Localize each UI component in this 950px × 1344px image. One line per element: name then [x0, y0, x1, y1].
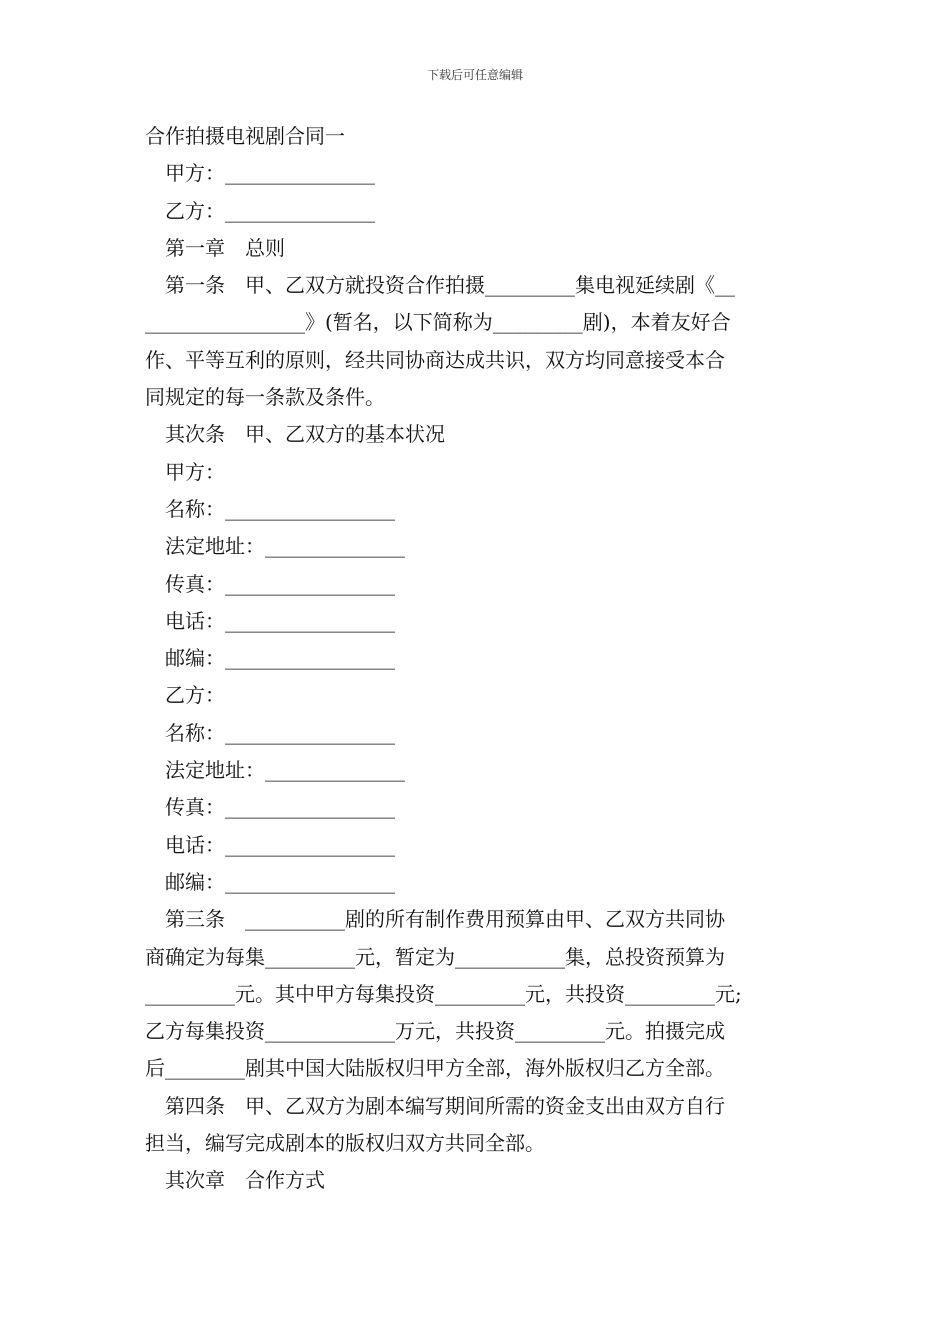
party-a-address-field: 法定地址：______________ [165, 534, 405, 559]
party-b-phone-field: 电话：_________________ [165, 832, 395, 857]
article-1-line: 第一条 甲、乙双方就投资合作拍摄_________集电视延续剧《__ [165, 273, 735, 298]
article-3-line: 乙方每集投资_____________万元，共投资_________元。拍摄完成 [145, 1019, 725, 1044]
article-1-line: ________________》(暂名，以下简称为_________剧)，本着友好合 [145, 310, 731, 335]
article-4-line: 担当，编写完成剧本的版权归双方共同全部。 [145, 1131, 545, 1156]
document-body [145, 118, 810, 1200]
chapter-2-heading: 其次章 合作方式 [165, 1168, 325, 1193]
party-b-postcode-field: 邮编：_________________ [165, 869, 395, 894]
party-b-line: 乙方：_______________ [165, 198, 375, 223]
article-2-heading: 其次条 甲、乙双方的基本状况 [165, 422, 445, 447]
party-b-label: 乙方： [165, 683, 225, 708]
party-a-name-field: 名称：_________________ [165, 496, 395, 521]
chapter-1-heading: 第一章 总则 [165, 235, 285, 260]
party-a-phone-field: 电话：_________________ [165, 608, 395, 633]
party-b-name-field: 名称：_________________ [165, 720, 395, 745]
page-header: 下载后可任意编辑 [426, 68, 523, 82]
party-b-fax-field: 传真：_________________ [165, 795, 395, 820]
party-a-label: 甲方： [165, 459, 225, 484]
article-4-line: 第四条 甲、乙双方为剧本编写期间所需的资金支出由双方自行 [165, 1093, 725, 1118]
party-a-postcode-field: 邮编：_________________ [165, 646, 395, 671]
document-title: 合作拍摄电视剧合同一 [145, 124, 345, 148]
article-3-line: 第三条 __________剧的所有制作费用预算由甲、乙双方共同协 [165, 907, 725, 932]
party-a-line: 甲方：_______________ [165, 161, 375, 186]
article-3-line: 后________剧其中国大陆版权归甲方全部，海外版权归乙方全部。 [145, 1056, 725, 1081]
party-a-fax-field: 传真：_________________ [165, 571, 395, 596]
article-3-line: _________元。其中甲方每集投资_________元，共投资_________元; [145, 981, 742, 1006]
article-1-line: 作、平等互利的原则，经共同协商达成共识，双方均同意接受本合 [145, 347, 725, 372]
article-1-line: 同规定的每一条款及条件。 [145, 385, 385, 410]
article-3-line: 商确定为每集_________元，暂定为___________集，总投资预算为 [145, 944, 725, 969]
party-b-address-field: 法定地址：______________ [165, 758, 405, 783]
